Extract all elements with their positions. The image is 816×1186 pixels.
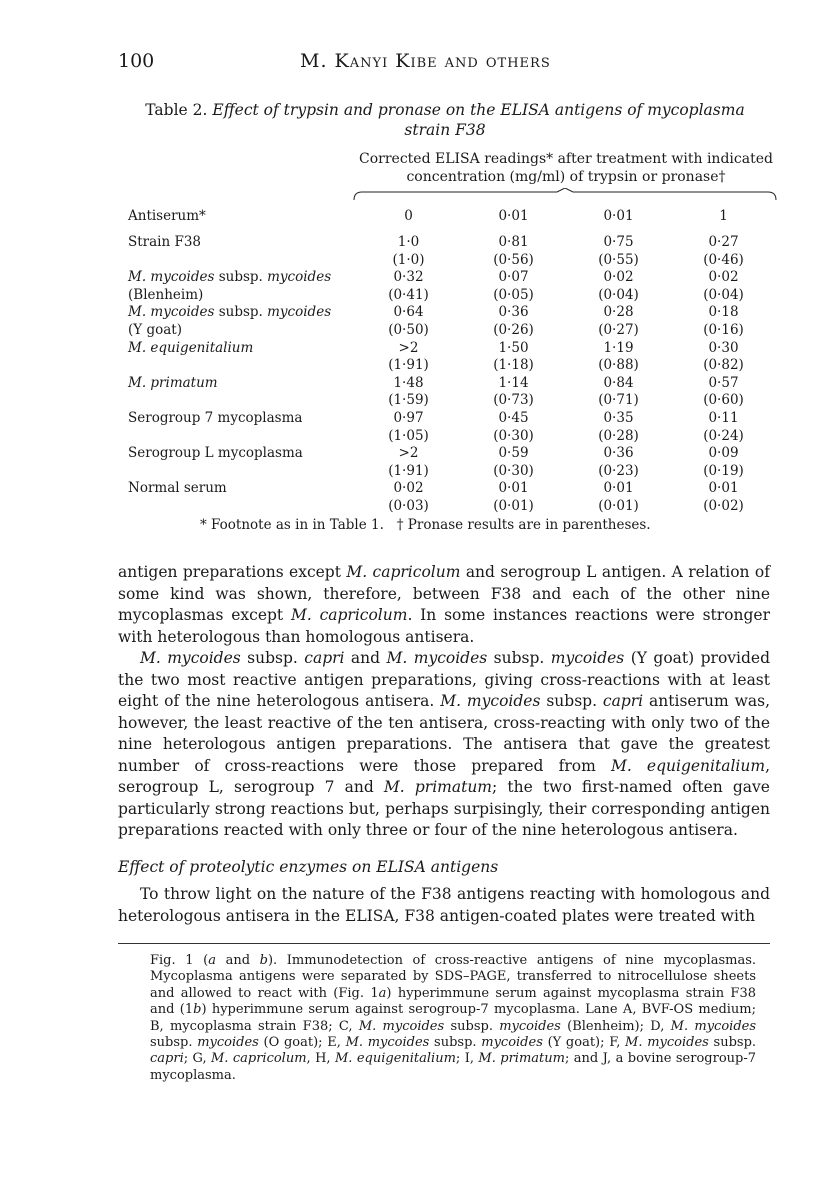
row-antiserum-name: Strain F38 — [128, 234, 202, 250]
column-group-brace — [352, 188, 778, 202]
cell-pronase: (0·41) — [388, 286, 429, 303]
cell-pronase: (1·05) — [388, 427, 429, 444]
table-row — [128, 340, 776, 358]
cell-pronase: (0·01) — [598, 497, 639, 514]
cell-trypsin: 0·01 — [603, 480, 634, 497]
header-conc-3: 1 — [719, 208, 728, 224]
cell-trypsin: 0·36 — [498, 304, 529, 321]
table-row-pronase — [128, 463, 776, 481]
cell-trypsin: 0·11 — [708, 409, 739, 426]
cell-trypsin: 0·02 — [393, 480, 424, 497]
cell-trypsin: 0·02 — [603, 269, 634, 286]
cell-trypsin: 0·02 — [708, 269, 739, 286]
body-paragraph-1: antigen preparations except M. capricolum and serogroup L antigen. A relation of some kind was shown, therefore, between F38 and each of the other nine mycoplasmas except M. capricolum. In some instances reactions were stronger with heterologous than homologous antisera. — [118, 563, 770, 646]
table-row — [128, 410, 776, 428]
row-antiserum-name: M. equigenitalium — [128, 339, 254, 356]
cell-pronase: (1·0) — [392, 251, 425, 268]
table-row-pronase — [128, 322, 776, 340]
table-row-pronase — [128, 357, 776, 375]
header-antiserum: Antiserum* — [128, 208, 206, 224]
cell-pronase: (0·03) — [388, 497, 429, 514]
table-row — [128, 304, 776, 322]
cell-pronase: (0·60) — [703, 392, 744, 409]
cell-trypsin: 0·27 — [708, 234, 739, 250]
row-antiserum-name-cont — [128, 463, 356, 481]
cell-pronase: (0·05) — [493, 286, 534, 303]
cell-trypsin: 0·07 — [498, 269, 529, 286]
table-row-pronase — [128, 428, 776, 446]
cell-pronase: (0·55) — [598, 251, 639, 268]
table-row — [128, 234, 776, 252]
cell-trypsin: 1·19 — [603, 339, 634, 356]
cell-pronase: (1·18) — [493, 357, 534, 374]
body-paragraph-3: To throw light on the nature of the F38 antigens reacting with homologous and heterologous antisera in the ELISA, F38 antigen-coated plates were treated with — [118, 885, 770, 925]
cell-trypsin: 1·0 — [397, 234, 420, 250]
table-label: Table 2. — [145, 101, 208, 119]
row-antiserum-name-cont — [128, 357, 356, 375]
header-conc-0: 0 — [404, 208, 413, 224]
cell-pronase: (1·91) — [388, 357, 429, 374]
table-title: Effect of trypsin and pronase on the ELISA antigens of mycoplasma strain F38 — [212, 101, 745, 139]
cell-trypsin: 0·84 — [603, 374, 634, 391]
row-antiserum-name: M. primatum — [128, 374, 218, 391]
row-antiserum-name: Normal serum — [128, 480, 227, 497]
taxon: M. capricolum — [346, 563, 461, 581]
row-antiserum-name: M. mycoides subsp. mycoides — [128, 304, 332, 321]
cell-pronase: (0·24) — [703, 427, 744, 444]
cell-trypsin: 0·32 — [393, 269, 424, 286]
table-caption — [120, 100, 770, 140]
cell-trypsin: 1·14 — [498, 374, 529, 391]
cell-pronase: (0·27) — [598, 321, 639, 338]
table-row-pronase — [128, 392, 776, 410]
cell-trypsin: 0·28 — [603, 304, 634, 321]
cell-trypsin: 0·57 — [708, 374, 739, 391]
cell-pronase: (0·56) — [493, 251, 534, 268]
table-row-pronase — [128, 252, 776, 270]
header-conc-1: 0·01 — [498, 208, 529, 224]
cell-trypsin: 0·64 — [393, 304, 424, 321]
column-group-header: Corrected ELISA readings* after treatment with indicated concentration (mg/ml) of trypsin or pronase† — [359, 151, 773, 185]
row-antiserum-name-cont: (Blenheim) — [128, 286, 204, 303]
figure-caption: Fig. 1 (a and b). Immunodetection of cross-reactive antigens of nine mycoplasmas. Mycoplasma antigens were separated by SDS–PAGE, transferred to nitrocellulose sheets and allowed to react with (Fig. 1a) hyperimmune serum against mycoplasma strain F38 and (1b) hyperimmune serum against serogroup-7 mycoplasma. Lane A, BVF-OS medium; B, mycoplasma strain F38; C, M. mycoides subsp. mycoides (Blenheim); D, M. mycoides subsp. mycoides (O goat); E, M. mycoides subsp. mycoides (Y goat); F, M. mycoides subsp. capri; G, M. capricolum, H, M. equigenitalium; I, M. primatum; and J, a bovine serogroup-7 mycoplasma. — [150, 953, 757, 1083]
cell-trypsin: 0·36 — [603, 445, 634, 462]
cell-pronase: (1·91) — [388, 462, 429, 479]
row-antiserum-name-cont — [128, 392, 356, 410]
row-antiserum-name: Serogroup 7 mycoplasma — [128, 409, 303, 426]
cell-pronase: (0·50) — [388, 321, 429, 338]
table-row — [128, 375, 776, 393]
cell-pronase: (0·16) — [703, 321, 744, 338]
row-antiserum-name-cont: (Y goat) — [128, 321, 182, 338]
cell-pronase: (0·73) — [493, 392, 534, 409]
cell-trypsin: >2 — [398, 339, 419, 356]
table-footnote: * Footnote as in in Table 1. † Pronase results are in parentheses. — [200, 517, 651, 533]
table-row — [128, 480, 776, 498]
row-antiserum-name: M. mycoides subsp. mycoides — [128, 269, 332, 286]
table-row-pronase — [128, 287, 776, 305]
cell-pronase: (0·46) — [703, 251, 744, 268]
table-row-pronase — [128, 498, 776, 516]
cell-trypsin: 0·45 — [498, 409, 529, 426]
row-antiserum-name-cont — [128, 252, 356, 270]
cell-trypsin: 0·09 — [708, 445, 739, 462]
cell-trypsin: 1·50 — [498, 339, 529, 356]
taxon: M. capricolum — [290, 606, 408, 624]
cell-trypsin: 0·75 — [603, 234, 634, 250]
table-row — [128, 445, 776, 463]
cell-pronase: (0·82) — [703, 357, 744, 374]
cell-pronase: (0·04) — [703, 286, 744, 303]
figure-divider — [118, 943, 770, 944]
cell-pronase: (1·59) — [388, 392, 429, 409]
cell-trypsin: 0·59 — [498, 445, 529, 462]
running-title: M. Kanyi Kibe and others — [300, 50, 551, 72]
cell-trypsin: 0·30 — [708, 339, 739, 356]
table-header-row — [128, 208, 776, 234]
row-antiserum-name-cont — [128, 428, 356, 446]
cell-trypsin: 0·18 — [708, 304, 739, 321]
header-conc-2: 0·01 — [603, 208, 634, 224]
section-heading: Effect of proteolytic enzymes on ELISA antigens — [118, 858, 499, 876]
cell-pronase: (0·01) — [493, 497, 534, 514]
results-table — [128, 208, 776, 516]
body-paragraph-2: M. mycoides subsp. capri and M. mycoides subsp. mycoides (Y goat) provided the two most reactive antigen preparations, giving cross-reactions with at least eight of the nine heterologous antisera. M. mycoides subsp. capri antiserum was, however, the least reactive of the ten antisera, cross-reacting with only two of the nine heterologous antigen preparations. The antisera that gave the greatest number of cross-reactions were those prepared from M. equigenitalium, serogroup L, serogroup 7 and M. primatum; the two first-named often gave particularly strong reactions but, perhaps surpisingly, their corresponding antigen preparations reacted with only three or four of the nine heterologous antisera. — [118, 649, 771, 839]
cell-pronase: (0·30) — [493, 427, 534, 444]
cell-trypsin: 0·01 — [708, 480, 739, 497]
cell-pronase: (0·88) — [598, 357, 639, 374]
page-number: 100 — [118, 50, 155, 72]
cell-trypsin: 0·97 — [393, 409, 424, 426]
row-antiserum-name: Serogroup L mycoplasma — [128, 445, 303, 462]
cell-pronase: (0·30) — [493, 462, 534, 479]
cell-pronase: (0·28) — [598, 427, 639, 444]
cell-trypsin: 0·35 — [603, 409, 634, 426]
row-antiserum-name-cont — [128, 498, 356, 516]
cell-pronase: (0·02) — [703, 497, 744, 514]
cell-trypsin: 0·81 — [498, 234, 529, 250]
cell-pronase: (0·71) — [598, 392, 639, 409]
cell-trypsin: >2 — [398, 445, 419, 462]
table-row — [128, 269, 776, 287]
cell-trypsin: 0·01 — [498, 480, 529, 497]
cell-pronase: (0·23) — [598, 462, 639, 479]
cell-trypsin: 1·48 — [393, 374, 424, 391]
cell-pronase: (0·26) — [493, 321, 534, 338]
cell-pronase: (0·04) — [598, 286, 639, 303]
cell-pronase: (0·19) — [703, 462, 744, 479]
